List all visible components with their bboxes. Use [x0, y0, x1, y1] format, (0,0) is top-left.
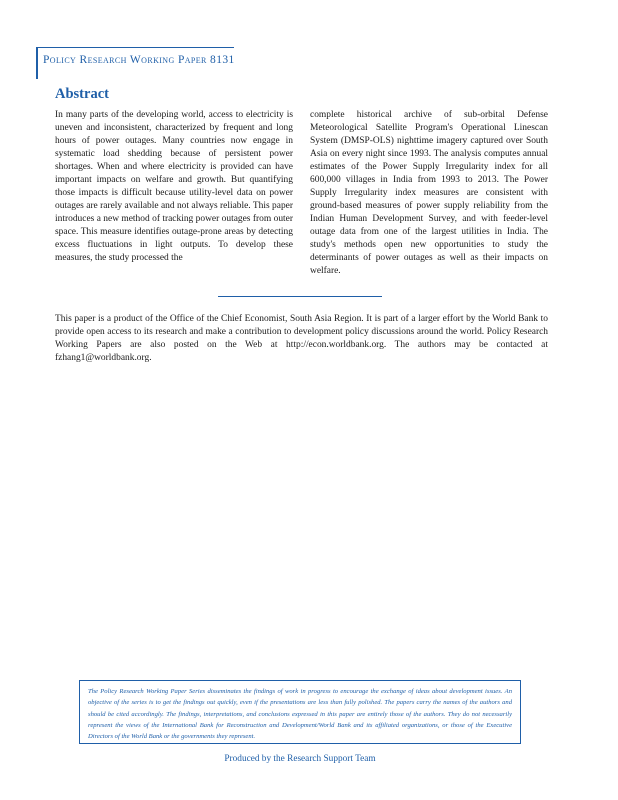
produced-by: Produced by the Research Support Team	[224, 754, 376, 764]
abstract-column-right: complete historical archive of sub-orbital Defense Meteorological Satellite Program's Operational Linescan System (DMSP-OLS) nighttime imagery captured over South Asia on every night since 1993. The analysis computes annual estimates of the Power Supply Irregularity index for all 600,000 villages in India from 1993 to 2013. The Power Supply Irregularity index measures are consistent with ground-based measures of power supply reliability from the Indian Human Development Survey, and with feeder-level outage data from one of the largest utilities in India. The study's methods open new opportunities to study the determinants of power outages as well as their impacts on welfare.	[310, 110, 548, 276]
header-vertical-rule	[36, 47, 38, 79]
disclaimer-box	[79, 680, 521, 744]
disclaimer-text: The Policy Research Working Paper Series disseminates the findings of work in progress to encourage the exchange of ideas about development issues. An objective of the series is to get the findings out quickly, even if the presentations are less than fully polished. The papers carry the names of the authors and should be cited accordingly. The findings, interpretations, and conclusions expressed in this paper are entirely those of the authors. They do not necessarily represent the views of the International Bank for Reconstruction and Development/World Bank and its affiliated organizations, or those of the Executive Directors of the World Bank or the governments they represent.	[88, 688, 512, 741]
series-header	[36, 47, 234, 79]
abstract-column-left: In many parts of the developing world, access to electricity is uneven and inconsistent, characterized by frequent and long hours of power outages. Many countries now engage in systematic load shedding because of persistent power shortages. When and where electricity is provided can have important impacts on welfare and growth. But quantifying those impacts is difficult because utility-level data on power outages are rarely available and not always reliable. This paper introduces a new method of tracking power outages from outer space. This measure identifies outage-prone areas by detecting excess fluctuations in light outputs. To develop these measures, the study processed the	[55, 110, 293, 263]
header-horizontal-rule	[36, 47, 234, 48]
section-separator	[218, 296, 382, 297]
series-title: Policy Research Working Paper 8131	[43, 54, 235, 66]
paper-note: This paper is a product of the Office of the Chief Economist, South Asia Region. It is part of a larger effort by the World Bank to provide open access to its research and make a contribution to development policy discussions around the world. Policy Research Working Papers are also posted on the Web at http://econ.worldbank.org. The authors may be contacted at fzhang1@worldbank.org.	[55, 314, 548, 363]
abstract-heading: Abstract	[55, 86, 109, 102]
